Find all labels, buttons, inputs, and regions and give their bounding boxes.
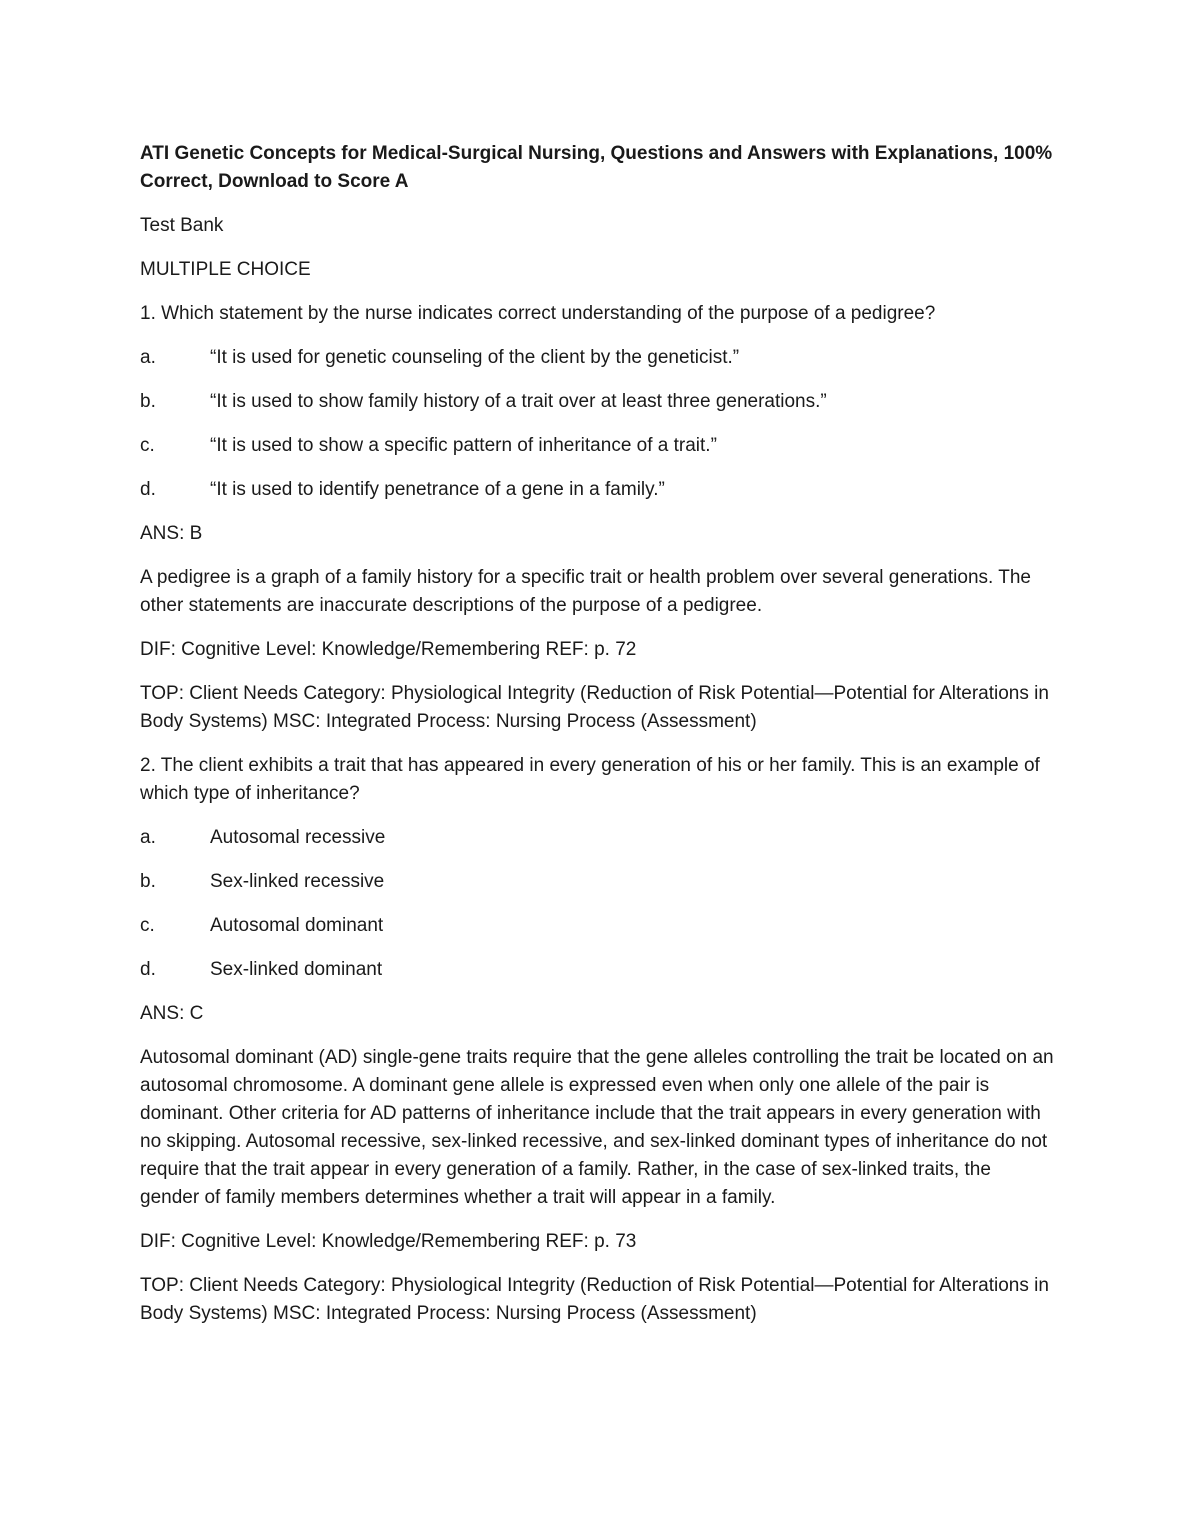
option-text: Autosomal recessive [210, 827, 386, 848]
option-text: Sex-linked recessive [210, 871, 385, 892]
question-stem: 1. Which statement by the nurse indicates correct understanding of the purpose of a pedigree? [140, 303, 936, 324]
option-b [140, 868, 1055, 896]
option-b [140, 388, 1055, 416]
option-c [140, 912, 1055, 940]
option-letter: a. [140, 827, 156, 848]
difficulty-ref: DIF: Cognitive Level: Knowledge/Remembering REF: p. 72 [140, 639, 637, 660]
option-text: Sex-linked dominant [210, 959, 383, 980]
rationale: A pedigree is a graph of a family history for a specific trait or health problem over several generations. The other statements are inaccurate descriptions of the purpose of a pedigree. [140, 567, 1031, 616]
option-letter: b. [140, 391, 156, 412]
option-letter: c. [140, 435, 155, 456]
option-letter: b. [140, 871, 156, 892]
answer-key: ANS: C [140, 1003, 204, 1024]
option-d [140, 476, 1055, 504]
difficulty-ref: DIF: Cognitive Level: Knowledge/Remembering REF: p. 73 [140, 1231, 637, 1252]
question-1 [140, 300, 1055, 736]
document-subtitle: Test Bank [140, 215, 224, 236]
topic-category: TOP: Client Needs Category: Physiological Integrity (Reduction of Risk Potential—Potential for Alterations in Body Systems) MSC: Integrated Process: Nursing Process (Assessment) [140, 683, 1049, 732]
question-2 [140, 752, 1055, 1328]
option-text: “It is used to show family history of a trait over at least three generations.” [210, 391, 827, 412]
option-letter: a. [140, 347, 156, 368]
option-letter: d. [140, 959, 156, 980]
document-title: ATI Genetic Concepts for Medical-Surgical Nursing, Questions and Answers with Explanations, 100% Correct, Download to Score A [140, 143, 1053, 192]
option-c [140, 432, 1055, 460]
option-a [140, 344, 1055, 372]
option-text: “It is used for genetic counseling of the client by the geneticist.” [210, 347, 740, 368]
rationale: Autosomal dominant (AD) single-gene traits require that the gene alleles controlling the trait be located on an autosomal chromosome. A dominant gene allele is expressed even when only one allele of the pair is dominant. Other criteria for AD patterns of inheritance include that the trait appears in every generation with no skipping. Autosomal recessive, sex-linked recessive, and sex-linked dominant types of inheritance do not require that the trait appear in every generation of a family. Rather, in the case of sex-linked traits, the gender of family members determines whether a trait will appear in a family. [140, 1047, 1054, 1208]
option-letter: d. [140, 479, 156, 500]
question-stem: 2. The client exhibits a trait that has appeared in every generation of his or her family. This is an example of which type of inheritance? [140, 755, 1040, 804]
option-text: “It is used to show a specific pattern of inheritance of a trait.” [210, 435, 717, 456]
document-page [140, 140, 1055, 1344]
topic-category: TOP: Client Needs Category: Physiological Integrity (Reduction of Risk Potential—Potential for Alterations in Body Systems) MSC: Integrated Process: Nursing Process (Assessment) [140, 1275, 1049, 1324]
option-text: “It is used to identify penetrance of a gene in a family.” [210, 479, 665, 500]
section-heading: MULTIPLE CHOICE [140, 259, 311, 280]
option-a [140, 824, 1055, 852]
option-letter: c. [140, 915, 155, 936]
option-text: Autosomal dominant [210, 915, 384, 936]
answer-key: ANS: B [140, 523, 203, 544]
option-d [140, 956, 1055, 984]
